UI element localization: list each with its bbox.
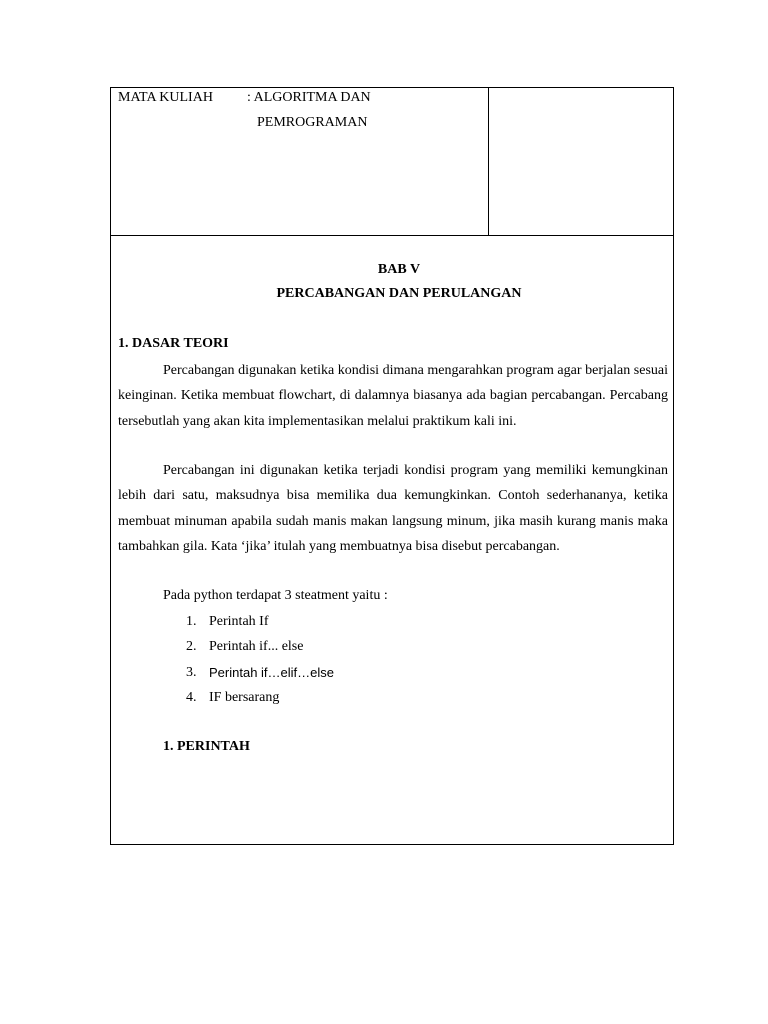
list-item-number: 1. — [186, 614, 197, 629]
list-item-number: 3. — [186, 664, 197, 680]
statement-list — [163, 613, 334, 714]
chapter-number: BAB V — [377, 262, 421, 277]
header-row — [111, 88, 673, 236]
list-item — [163, 638, 334, 663]
document-frame — [110, 87, 674, 845]
list-item-text: IF bersarang — [209, 689, 280, 705]
paragraph-1: Percabangan digunakan ketika kondisi dimana mengarahkan program agar berjalan sesuai keinginan. Ketika membuat flowchart, di dalamnya biasanya ada bagian percabangan. Percabang tersebutlah yang akan kita implementasikan melalui praktikum kali ini. — [118, 363, 668, 429]
list-item-text: Perintah if... else — [209, 639, 304, 655]
list-item — [163, 689, 334, 714]
statement-intro: Pada python terdapat 3 steatment yaitu : — [163, 588, 388, 603]
chapter-title: PERCABANGAN DAN PERULANGAN — [276, 286, 522, 301]
list-item-number: 4. — [186, 689, 197, 705]
list-item — [163, 613, 334, 638]
list-item — [163, 664, 334, 689]
course-label: MATA KULIAH — [118, 90, 213, 105]
section-title-dasar-teori: 1. DASAR TEORI — [118, 336, 229, 351]
paragraph-2: Percabangan ini digunakan ketika terjadi kondisi program yang memiliki kemungkinan lebih dari satu, maksudnya bisa memilika dua kemungkinkan. Contoh sederhananya, ketika membuat minuman apabila sudah manis makan langsung minum, jika masih kurang manis maka tambahkan gila. Kata ‘jika’ itulah yang membuatnya bisa disebut percabangan. — [118, 463, 668, 554]
course-name-line2: PEMROGRAMAN — [257, 115, 368, 130]
section-title-perintah: 1. PERINTAH — [163, 739, 250, 754]
list-item-text: Perintah If — [209, 614, 269, 629]
header-divider — [488, 88, 489, 235]
list-item-number: 2. — [186, 639, 197, 655]
course-name-line1: : ALGORITMA DAN — [247, 90, 371, 105]
list-item-text: Perintah if…elif…else — [209, 664, 334, 680]
